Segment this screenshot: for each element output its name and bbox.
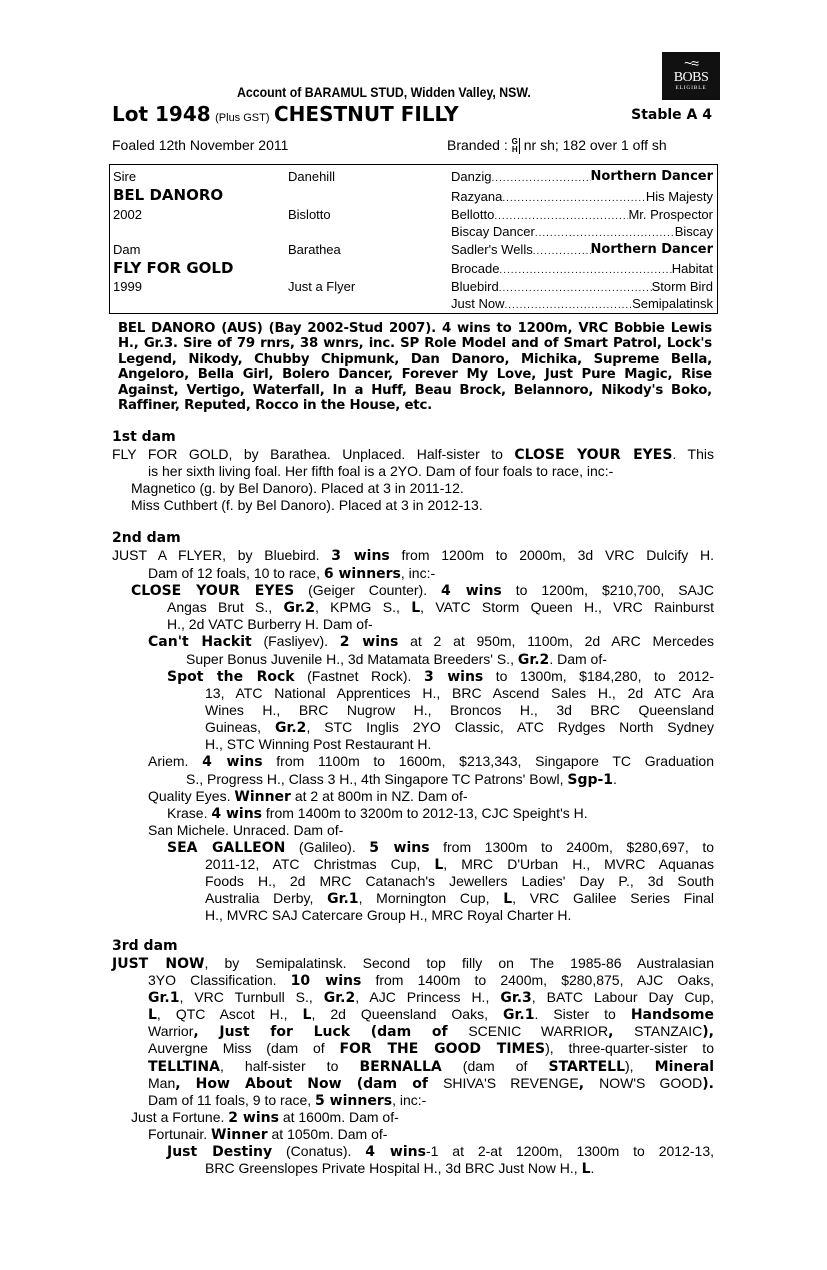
great-grandparent-row: Biscay Dancer ..... Biscay [451,224,713,241]
great-grandparent-row: Brocade ..... Habitat [451,261,713,278]
pedigree-text-line: Just Destiny (Conatus). 4 wins-1 at 2-at 1200m, 1300m to 2012-13, [167,1143,714,1160]
vendor-account: Account of BARAMUL STUD, Widden Valley, NSW. [237,84,531,100]
pedigree-text-line: 2011-12, ATC Christmas Cup, L, MRC D'Urban H., MVRC Aquanas [205,856,714,873]
pedigree-text-line: Foods H., 2d MRC Catanach's Jewellers Ladies' Day P., 3d South [205,873,714,889]
great-grandparent-row: Bellotto ..... Mr. Prospector [451,207,713,224]
lot-title [112,102,712,128]
great-grandparent-row: Just Now ..... Semipalatinsk [451,296,713,313]
lot-description: CHESTNUT FILLY [273,102,459,126]
pedigree-text-line: S., Progress H., Class 3 H., 4th Singapore TC Patrons' Bowl, Sgp-1. [186,771,617,788]
horse-head-icon: ~≈ [684,55,698,71]
bobs-eligible-logo [662,52,720,100]
pedigree-text-line: L, QTC Ascot H., L, 2d Queensland Oaks, Gr.1. Sister to Handsome [148,1006,714,1023]
pedigree-text-line: H., STC Winning Post Restaurant H. [205,736,432,752]
dam-name: FLY FOR GOLD [113,259,234,277]
great-grandparent-row: Sadler's Wells ..... Northern Dancer [451,242,713,259]
first-dam-heading: 1st dam [112,429,176,445]
pedigree-text-line: Australia Derby, Gr.1, Mornington Cup, L, VRC Galilee Series Final [205,890,714,907]
pedigree-text-line: TELLTINA, half-sister to BERNALLA (dam of STARTELL), Mineral [148,1058,714,1075]
pedigree-text-line: SEA GALLEON (Galileo). 5 wins from 1300m to 2400m, $280,697, to [167,839,714,856]
pedigree-text-line: Fortunair. Winner at 1050m. Dam of- [148,1126,388,1143]
pedigree-text-line: Wines H., BRC Nugrow H., Broncos H., 3d BRC Queensland [205,702,714,718]
pedigree-text-line: H., MVRC SAJ Catercare Group H., MRC Royal Charter H. [205,907,572,923]
dam-year: 1999 [113,279,142,294]
sire-label: Sire [113,169,137,184]
pedigree-text-line: JUST NOW, by Semipalatinsk. Second top filly on The 1985-86 Australasian [112,955,714,972]
brand-info [447,137,667,154]
branded-label: Branded : [447,137,508,153]
pedigree-text-line: San Michele. Unraced. Dam of- [148,822,344,838]
pedigree-text-line: BRC Greenslopes Private Hospital H., 3d BRC Just Now H., L. [205,1160,595,1177]
grandsire-paternal: Danehill [288,169,335,184]
great-grandparent-row: Bluebird ..... Storm Bird [451,279,713,296]
pedigree-text-line: Just a Fortune. 2 wins at 1600m. Dam of- [131,1109,399,1126]
third-dam-heading: 3rd dam [112,938,178,954]
pedigree-text-line: Dam of 11 foals, 9 to race, 5 winners, inc:- [148,1092,427,1109]
pedigree-table [109,164,718,314]
great-grandparent-row: Razyana ..... His Majesty [451,189,713,206]
stable-location: Stable A 4 [631,107,712,123]
pedigree-text-line: Miss Cuthbert (f. by Bel Danoro). Placed at 3 in 2012-13. [131,497,483,513]
granddam-paternal: Bislotto [288,207,331,222]
pedigree-text-line: Guineas, Gr.2, STC Inglis 2YO Classic, ATC Rydges North Sydney [205,719,714,736]
pedigree-text-line: Magnetico (g. by Bel Danoro). Placed at 3 in 2011-12. [131,480,464,496]
pedigree-text-line: Warrior, Just for Luck (dam of SCENIC WARRIOR, STANZAIC), [148,1023,714,1040]
pedigree-text-line: 3YO Classification. 10 wins from 1400m to 2400m, $280,875, AJC Oaks, [148,972,714,989]
pedigree-text-line: Can't Hackit (Fasliyev). 2 wins at 2 at 950m, 1100m, 2d ARC Mercedes [148,633,714,650]
pedigree-text-line: Man, How About Now (dam of SHIVA'S REVENGE, NOW'S GOOD). [148,1075,714,1092]
pedigree-text-line: Spot the Rock (Fastnet Rock). 3 wins to 1300m, $184,280, to 2012- [167,668,714,685]
lot-number: Lot 1948 [112,102,211,126]
sire-summary: BEL DANORO (AUS) (Bay 2002-Stud 2007). 4 wins to 1200m, VRC Bobbie Lewis H., Gr.3. Sire of 79 rnrs, 38 wnrs, inc. SP Role Model and of Smart Patrol, Lock's Legend, Nikody, Chubby Chipmunk, Dan Danoro, Michika, Supreme Bella, Angeloro, Bella Girl, Bolero Dancer, Forever My Love, Just Pure Magic, Rise Against, Vertigo, Waterfall, In a Huff, Beau Brock, Belannoro, Nikody's Boko, Raffiner, Reputed, Rocco in the House, etc. [118,321,712,414]
pedigree-text-line: H., 2d VATC Burberry H. Dam of- [167,616,373,632]
pedigree-text-line: Krase. 4 wins from 1400m to 3200m to 2012-13, CJC Speight's H. [167,805,588,822]
sire-name: BEL DANORO [113,186,224,204]
brand-mark-icon: G H [511,137,518,154]
great-grandparent-row: Danzig ..... Northern Dancer [451,169,713,186]
pedigree-text-line: Super Bonus Juvenile H., 3d Matamata Breeders' S., Gr.2. Dam of- [186,651,607,668]
pedigree-text-line: is her sixth living foal. Her fifth foal is a 2YO. Dam of four foals to race, inc:- [148,463,614,479]
pedigree-text-line: FLY FOR GOLD, by Barathea. Unplaced. Half-sister to CLOSE YOUR EYES. This [112,446,715,463]
logo-subtext: ELIGIBLE [675,85,707,91]
pedigree-text-line: Auvergne Miss (dam of FOR THE GOOD TIMES), three-quarter-sister to [148,1040,714,1057]
second-dam-heading: 2nd dam [112,530,181,546]
pedigree-text-line: CLOSE YOUR EYES (Geiger Counter). 4 wins to 1200m, $210,700, SAJC [131,582,715,599]
pedigree-text-line: JUST A FLYER, by Bluebird. 3 wins from 1200m to 2000m, 3d VRC Dulcify H. [112,547,714,564]
dam-label: Dam [113,242,141,257]
pedigree-text-line: 13, ATC National Apprentices H., BRC Ascend Sales H., 2d ATC Ara [205,685,714,701]
pedigree-text-line: Gr.1, VRC Turnbull S., Gr.2, AJC Princess H., Gr.3, BATC Labour Day Cup, [148,989,714,1006]
brand-details: nr sh; 182 over 1 off sh [523,137,667,153]
sire-year: 2002 [113,207,142,222]
logo-text: BOBS [673,70,709,85]
pedigree-text-line: Dam of 12 foals, 10 to race, 6 winners, inc:- [148,565,436,582]
pedigree-text-line: Angas Brut S., Gr.2, KPMG S., L, VATC Storm Queen H., VRC Rainburst [167,599,714,616]
foaled-date: Foaled 12th November 2011 [112,137,289,153]
granddam-maternal: Just a Flyer [288,279,356,294]
grandsire-maternal: Barathea [288,242,341,257]
pedigree-text-line: Quality Eyes. Winner at 2 at 800m in NZ. Dam of- [148,788,468,805]
plus-gst-note: (Plus GST) [215,112,270,124]
pedigree-text-line: Ariem. 4 wins from 1100m to 1600m, $213,343, Singapore TC Graduation [148,753,715,770]
